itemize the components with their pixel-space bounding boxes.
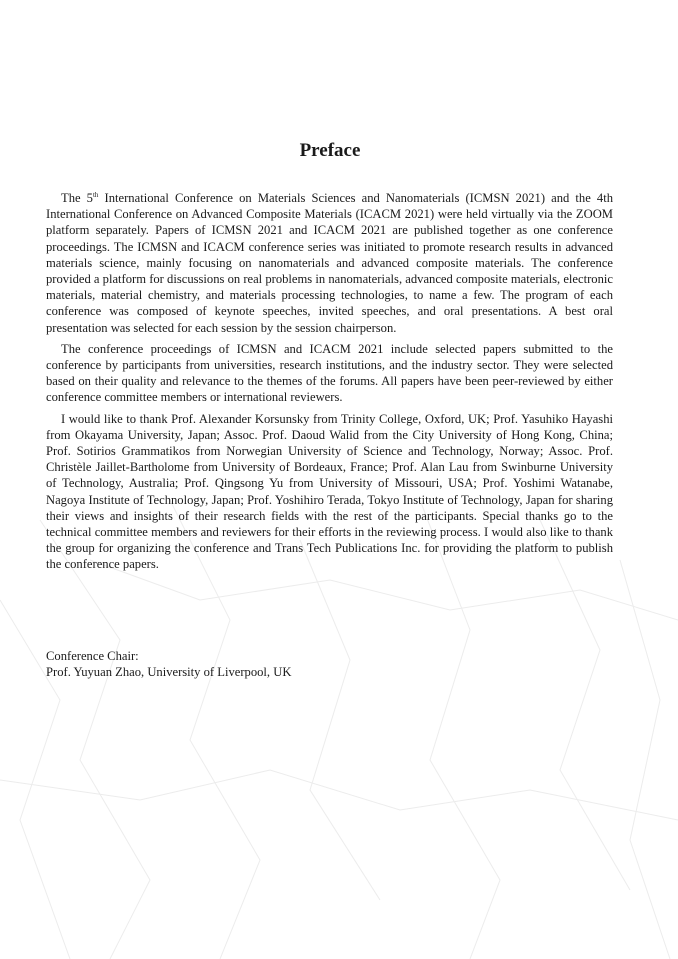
- paragraph-3: I would like to thank Prof. Alexander Korsunsky from Trinity College, Oxford, UK; Prof. Yasuhiko Hayashi from Okayama University, Japan; Assoc. Prof. Daoud Walid from the City University of Hong Kong, China; Prof. Sotirios Grammatikos from Norwegian University of Science and Technology, Norway; Assoc. Prof. Christèle Jaillet-Bartholome from University of Bordeaux, France; Prof. Alan Lau from Swinburne University of Technology, Australia; Prof. Qingsong Yu from University of Missouri, USA; Prof. Yoshimi Watanabe, Nagoya Institute of Technology, Japan; Prof. Yoshihiro Terada, Tokyo Institute of Technology, Japan for sharing their views and insights of their research fields with the rest of the participants. Special thanks go to the technical committee members and reviewers for their efforts in the reviewing process. I would also like to thank the group for organizing the conference and Trans Tech Publications Inc. for providing the platform to publish the conference papers.: [46, 411, 613, 572]
- paragraph-2: The conference proceedings of ICMSN and ICACM 2021 include selected papers submitted to the conference by participants from universities, research institutions, and the industry sector. They were selected based on their quality and relevance to the themes of the forums. All papers have been peer-reviewed by either conference committee members or international reviewers.: [46, 341, 613, 405]
- page-title: Preface: [299, 140, 361, 161]
- signature-role: Conference Chair:: [46, 649, 139, 663]
- signature-block: [46, 648, 613, 680]
- paragraph-1: [46, 190, 613, 336]
- ordinal-superscript: th: [92, 191, 99, 199]
- paragraph-1-rest: International Conference on Materials Sciences and Nanomaterials (ICMSN 2021) and the 4th International Conference on Advanced Composite Materials (ICACM 2021) were held virtually via the ZOOM platform separately. Papers of ICMSN 2021 and ICACM 2021 are published together as one conference proceedings. The ICMSN and ICACM conference series was initiated to promote research results in advanced materials science, mainly focusing on nanomaterials and advanced composite materials. The conference provided a platform for discussions on real problems in nanomaterials, advanced composite materials, electronic materials, material chemistry, and materials processing technologies, to name a few. The program of each conference was composed of keynote speeches, invited speeches, and oral presentations. A best oral presentation was selected for each session by the session chairperson.: [46, 191, 613, 335]
- paragraph-1-start: The 5: [61, 191, 93, 205]
- signature-name: Prof. Yuyuan Zhao, University of Liverpool, UK: [46, 665, 292, 680]
- preface-body: [46, 190, 613, 578]
